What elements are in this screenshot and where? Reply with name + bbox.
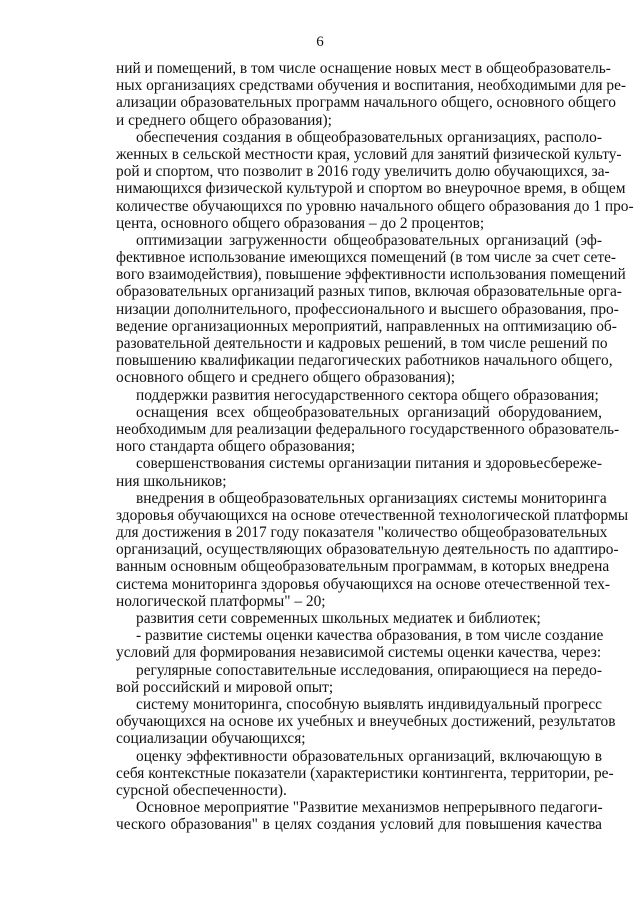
text-line: регулярные сопоставительные исследования, опирающиеся на передо- — [136, 661, 602, 679]
text-line: основного общего и среднего общего образования); — [116, 369, 456, 387]
paragraph — [116, 662, 602, 696]
paragraph — [116, 60, 627, 129]
text-line: ных организациях средствами обучения и воспитания, необходимыми для ре- — [116, 77, 627, 95]
paragraph — [116, 489, 629, 610]
paragraph — [116, 747, 614, 800]
text-line: систему мониторинга, способную выявлять индивидуальный прогресс — [136, 695, 602, 713]
text-line: ализации образовательных программ начального общего, основного общего — [116, 94, 616, 112]
paragraph — [116, 799, 602, 833]
text-line: нологической платформы" – 20; — [116, 592, 326, 610]
text-line: Основное мероприятие "Развитие механизмов непрерывного педагоги- — [136, 799, 603, 817]
text-line: ванным основным общеобразовательным программам, в которых внедрена — [116, 558, 610, 576]
text-line: оснащения всех общеобразовательных организаций оборудованием, — [136, 403, 602, 421]
text-line: здоровья обучающихся на основе отечественной технологической платформы — [116, 506, 629, 524]
text-line: социализации обучающихся; — [116, 730, 306, 748]
text-line: и среднего общего образования); — [116, 111, 332, 129]
text-line: оценку эффективности образовательных организаций, включающую в — [136, 747, 602, 765]
text-line: организаций, осуществляющих образовательную деятельность по адаптиро- — [116, 541, 619, 559]
text-line: система мониторинга здоровья обучающихся на основе отечественной тех- — [116, 575, 611, 593]
text-line: нимающихся физической культурой и спортом во внеурочное время, в общем — [116, 180, 626, 198]
text-line: количестве обучающихся по уровню начального общего образования до 1 про- — [116, 197, 634, 215]
text-line: вой российский и мировой опыт; — [116, 678, 334, 696]
paragraph — [116, 387, 602, 404]
paragraph — [116, 455, 602, 489]
text-line: низации дополнительного, профессионального и высшего образования, про- — [116, 300, 619, 318]
paragraph — [116, 695, 616, 748]
text-line: цента, основного общего образования – до 2 процентов; — [116, 214, 485, 232]
text-line: образовательных организаций разных типов, включая образовательные орга- — [116, 283, 622, 301]
text-line: для достижения в 2017 году показателя "количество общеобразовательных — [116, 524, 608, 542]
body-text — [116, 60, 634, 834]
text-line: вого взаимодействия), повышение эффективности использования помещений — [116, 266, 626, 284]
text-line: женных в сельской местности края, условий для занятий физической культу- — [116, 145, 622, 163]
text-line: совершенствования системы организации питания и здоровьесбереже- — [136, 455, 602, 473]
paragraph — [116, 610, 602, 627]
text-line: оптимизации загруженности общеобразовательных организаций (эф- — [136, 231, 602, 249]
text-line: фективное использование имеющихся помещений (в том числе за счет сете- — [116, 249, 617, 267]
text-line: ного стандарта общего образования; — [116, 438, 356, 456]
text-line: себя контекстные показатели (характеристики контингента, территории, ре- — [116, 764, 614, 782]
text-line: сурсной обеспеченности). — [116, 781, 287, 799]
text-line: необходимым для реализации федерального государственного образователь- — [116, 420, 620, 438]
text-line: ческого образования" в целях создания условий для повышения качества — [116, 816, 602, 834]
text-line: ния школьников; — [116, 472, 227, 490]
text-line: ний и помещений, в том числе оснащение новых мест в общеобразователь- — [116, 60, 611, 77]
text-line: повышению квалификации педагогических работников начального общего, — [116, 352, 613, 370]
text-line: обучающихся на основе их учебных и внеучебных достижений, результатов — [116, 713, 616, 731]
text-line: обеспечения создания в общеобразовательных организациях, располо- — [136, 128, 602, 146]
paragraph — [116, 627, 602, 661]
paragraph — [116, 128, 634, 232]
paragraph — [116, 403, 620, 456]
text-line: - развитие системы оценки качества образования, в том числе создание — [136, 627, 604, 645]
text-line: ведение организационных мероприятий, направленных на оптимизацию об- — [116, 317, 617, 335]
paragraph — [116, 231, 626, 387]
text-line: разовательной деятельности и кадровых решений, в том числе решений по — [116, 335, 608, 352]
text-line: развития сети современных школьных медиатек и библиотек; — [136, 610, 541, 627]
text-line: рой и спортом, что позволит в 2016 году увеличить долю обучающихся, за- — [116, 163, 610, 181]
page-number: 6 — [316, 34, 324, 50]
text-line: условий для формирования независимой системы оценки качества, через: — [116, 644, 602, 662]
text-line: внедрения в общеобразовательных организациях системы мониторинга — [136, 489, 607, 507]
text-line: поддержки развития негосударственного сектора общего образования; — [136, 386, 599, 404]
